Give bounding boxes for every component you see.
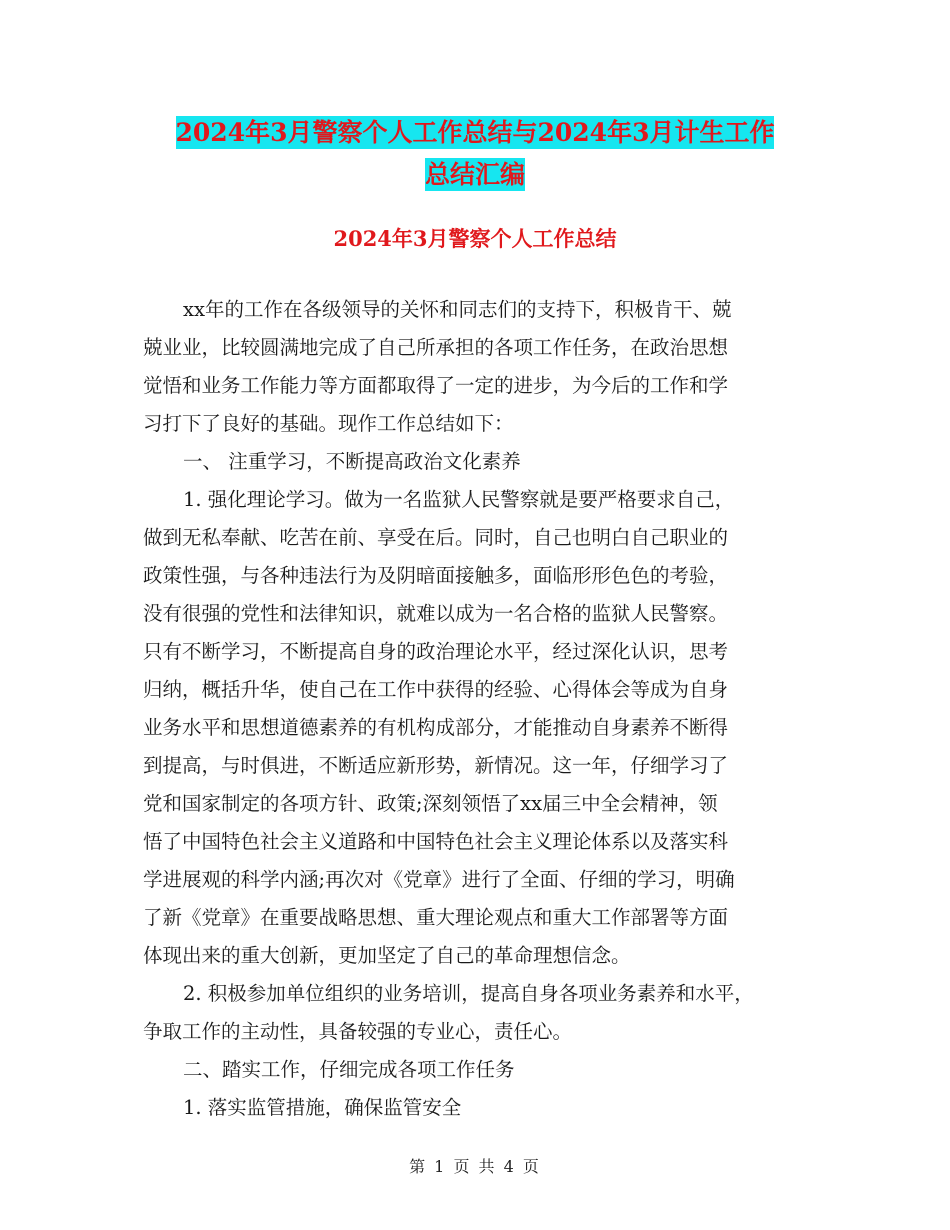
page-footer: 第 1 页 共 4 页 xyxy=(409,1157,541,1176)
paragraph-line: 到提高，与时俱进，不断适应新形势，新情况。这一年，仔细学习了 xyxy=(143,754,729,777)
title-highlight: 2024年3月警察个人工作总结与2024年3月计生工作 xyxy=(175,118,775,147)
paragraph-line: 只有不断学习，不断提高自身的政治理论水平，经过深化认识，思考 xyxy=(143,640,729,663)
heading-line: 一、 注重学习，不断提高政治文化素养 xyxy=(183,450,521,473)
paragraph-line: 1. 强化理论学习。做为一名监狱人民警察就是要严格要求自己， xyxy=(183,488,735,511)
document-title-line-2 xyxy=(0,155,950,191)
paragraph-line: 政策性强，与各种违法行为及阴暗面接触多，面临形形色色的考验， xyxy=(143,564,729,587)
paragraph-line: 悟了中国特色社会主义道路和中国特色社会主义理论体系以及落实科 xyxy=(143,830,729,853)
paragraph-line: 学进展观的科学内涵;再次对《党章》进行了全面、仔细的学习，明确 xyxy=(143,868,735,891)
paragraph-line: 体现出来的重大创新，更加坚定了自己的革命理想信念。 xyxy=(143,944,631,967)
paragraph-line: 2. 积极参加单位组织的业务培训，提高自身各项业务素养和水平， xyxy=(183,982,754,1005)
paragraph-line: 做到无私奉献、吃苦在前、享受在后。同时，自己也明白自己职业的 xyxy=(143,526,729,549)
heading-line: 二、踏实工作，仔细完成各项工作任务 xyxy=(183,1058,515,1081)
paragraph-line: 觉悟和业务工作能力等方面都取得了一定的进步，为今后的工作和学 xyxy=(143,374,729,397)
section-title: 2024年3月警察个人工作总结 xyxy=(333,226,617,251)
paragraph-line: 争取工作的主动性，具备较强的专业心，责任心。 xyxy=(143,1020,573,1043)
paragraph-line: 没有很强的党性和法律知识，就难以成为一名合格的监狱人民警察。 xyxy=(143,602,729,625)
title-highlight: 总结汇编 xyxy=(424,160,525,189)
paragraph-line: 兢业业，比较圆满地完成了自己所承担的各项工作任务，在政治思想 xyxy=(143,336,729,359)
paragraph-line: 归纳，概括升华，使自己在工作中获得的经验、心得体会等成为自身 xyxy=(143,678,729,701)
paragraph-line: 业务水平和思想道德素养的有机构成部分，才能推动自身素养不断得 xyxy=(143,716,729,739)
paragraph-line: 1. 落实监管措施，确保监管安全 xyxy=(183,1096,462,1119)
paragraph-line: 党和国家制定的各项方针、政策;深刻领悟了xx届三中全会精神，领 xyxy=(143,792,718,815)
paragraph-line: xx年的工作在各级领导的关怀和同志们的支持下，积极肯干、兢 xyxy=(183,298,732,321)
document-title-line-1 xyxy=(0,113,950,149)
paragraph-line: 习打下了良好的基础。现作工作总结如下： xyxy=(143,412,514,435)
paragraph-line: 了新《党章》在重要战略思想、重大理论观点和重大工作部署等方面 xyxy=(143,906,729,929)
